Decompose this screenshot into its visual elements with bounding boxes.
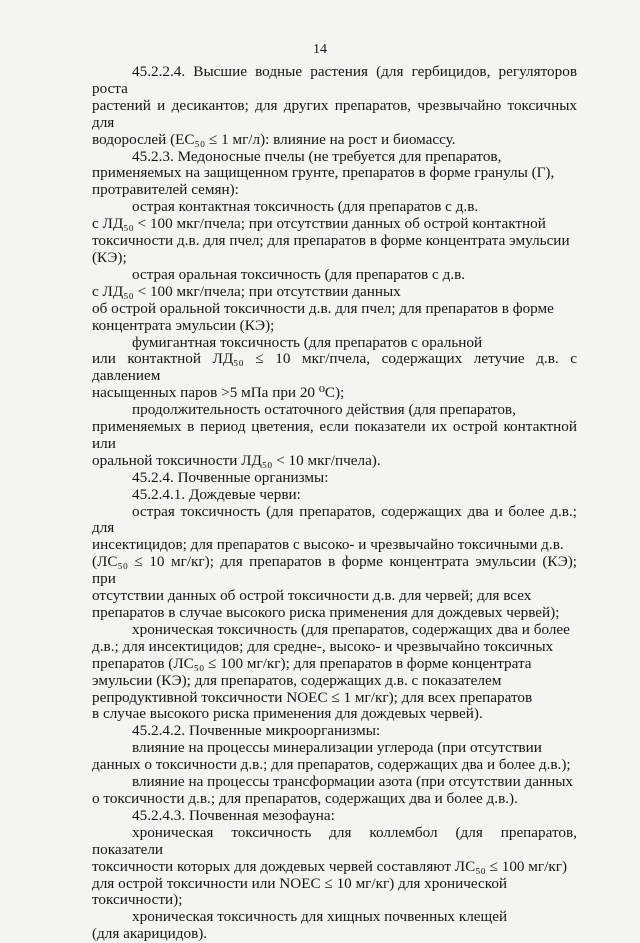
paragraph-acute-oral: острая оральная токсичность (для препаратов с д.в. с ЛД₅₀ < 100 мкг/пчела; при отсутствии данных об острой оральной токсичности д.в. для пчел; для препаратов в форме концентрата эмульсии (КЭ); [92, 265, 554, 334]
paragraph-carbon: влияние на процессы минерализации углерода (при отсутствии данных о токсичности д.в.; для препаратов, содержащих два и более д.в.); [92, 739, 571, 774]
paragraph-worms-chronic: хроническая токсичность (для препаратов, содержащих два и более д.в.; для инсектицидов; для средне-, высоко- и чрезвычайно токсичных препаратов (ЛС₅₀ ≤ 100 мг/кг); для препаратов в форме концентрата эмульсии (КЭ); для препаратов, содержащих д.в. с показателем репродуктивной токсичности NOEC ≤ 1 мг/кг); для всех препаратов в случае высокого риска применения для дождевых червей). [92, 620, 570, 723]
page-number: 14 [313, 42, 327, 57]
paragraph-residual: продолжительность остаточного действия (для препаратов, применяемых в период цветения, если показатели их острой контактной или оральной токсичности ЛД₅₀ < 10 мкг/пчела). [92, 401, 577, 469]
paragraph-acute-contact: острая контактная токсичность (для препаратов с д.в. с ЛД₅₀ < 100 мкг/пчела; при отсутствии данных об острой контактной токсичности д.в. для пчел; для препаратов в форме концентрата эмульсии (КЭ); [92, 198, 570, 266]
paragraph-45-2-4-1: 45.2.4.1. Дождевые черви: [132, 485, 301, 503]
paragraph-nitrogen: влияние на процессы трансформации азота (при отсутствии данных о токсичности д.в.; для препаратов, содержащих два и более д.в.). [92, 773, 574, 807]
paragraph-45-2-4-3: 45.2.4.3. Почвенная мезофауна: [132, 806, 335, 824]
paragraph-fumigant: фумигантная токсичность (для препаратов с оральной или контактной ЛД₅₀ ≤ 10 мкг/пчела, содержащих летучие д.в. с давлением насыщенных паров >5 мПа при 20 ⁰С); [92, 333, 577, 402]
paragraph-45-2-4: 45.2.4. Почвенные организмы: [132, 468, 329, 486]
paragraph-worms-acute: острая токсичность (для препаратов, содержащих два и более д.в.; для инсектицидов; для препаратов с высоко- и чрезвычайно токсичными д.в. (ЛС₅₀ ≤ 10 мг/кг); для препаратов в форме концентрата эмульсии (КЭ); при отсутствии данных об острой токсичности д.в. для червей; для всех препаратов в случае высокого риска применения для дождевых червей); [92, 502, 577, 621]
body-text [92, 64, 577, 943]
paragraph-45-2-2-4: 45.2.2.4. Высшие водные растения (для гербицидов, регуляторов роста растений и десикантов; для других препаратов, чрезвычайно токсичных для водорослей (EC₅₀ ≤ 1 мг/л): влияние на рост и биомассу. [92, 63, 577, 148]
paragraph-mites: хроническая токсичность для хищных почвенных клещей (для акарицидов). [92, 908, 508, 943]
paragraph-45-2-3: 45.2.3. Медоносные пчелы (не требуется для препаратов, применяемых на защищенном грунте, препаратов в форме гранулы (Г), протравителей семян): [92, 147, 555, 199]
paragraph-collembola: хроническая токсичность для коллембол (для препаратов, показатели токсичности которых для дождевых червей составляют ЛС₅₀ ≤ 100 мг/кг) для острой токсичности или NOEC ≤ 10 мг/кг) для хронической токсичности); [92, 823, 577, 909]
paragraph-45-2-4-2: 45.2.4.2. Почвенные микроорганизмы: [132, 722, 381, 740]
